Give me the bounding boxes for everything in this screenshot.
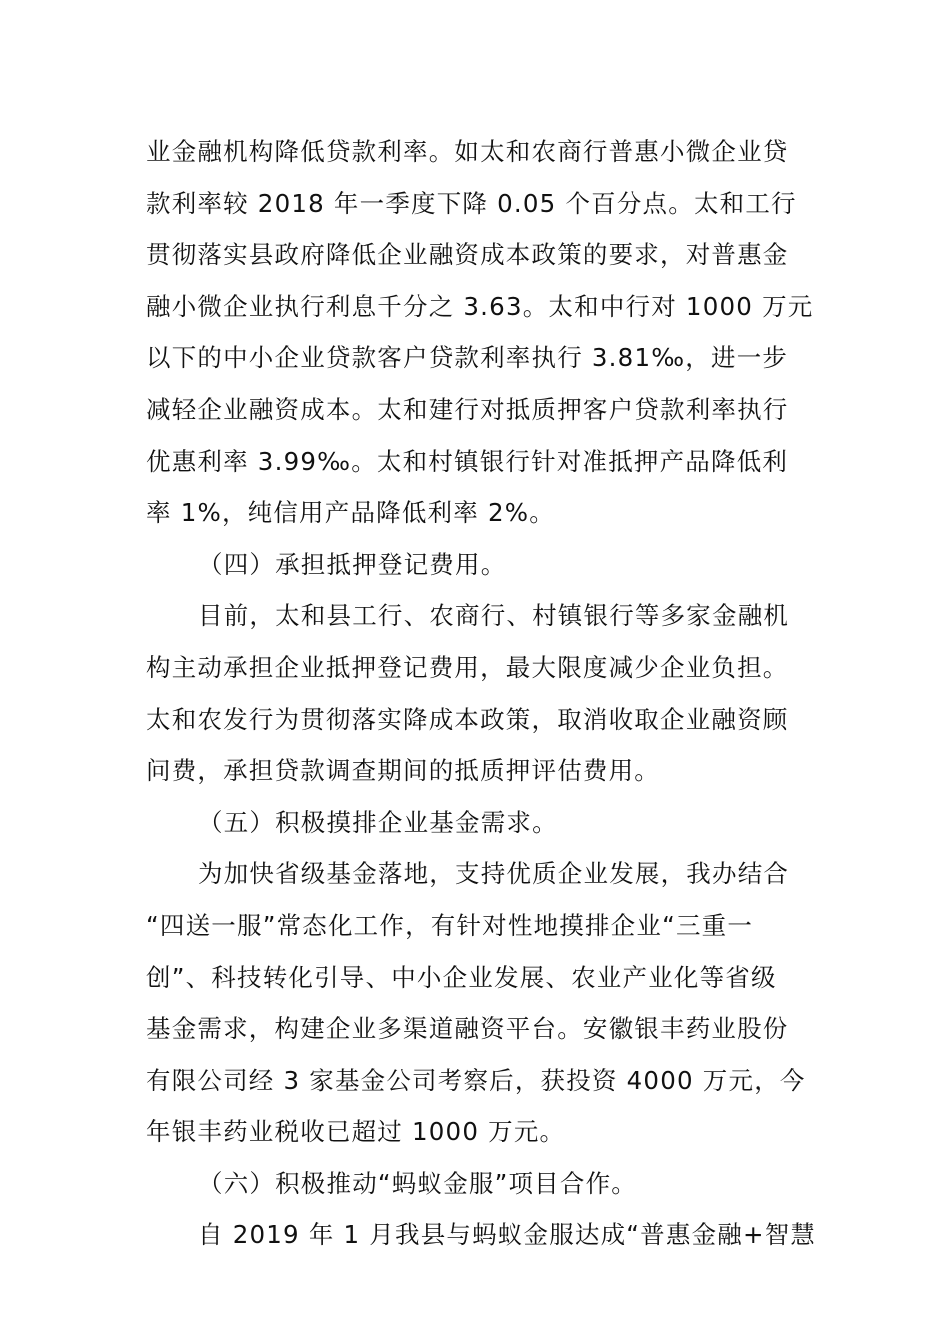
paragraph-line: 基金需求，构建企业多渠道融资平台。安徽银丰药业股份 [146, 1014, 789, 1044]
paragraph-line: 创”、科技转化引导、中小企业发展、农业产业化等省级 [146, 962, 777, 992]
paragraph-line: 目前，太和县工行、农商行、村镇银行等多家金融机 [198, 601, 790, 631]
paragraph-line: 贯彻落实县政府降低企业融资成本政策的要求，对普惠金 [146, 240, 789, 270]
paragraph-line: 年银丰药业税收已超过 1000 万元。 [146, 1117, 566, 1147]
paragraph-line: 为加快省级基金落地，支持优质企业发展，我办结合 [198, 859, 790, 889]
paragraph-line: 率 1%，纯信用产品降低利率 2%。 [146, 498, 555, 528]
paragraph-line: 以下的中小企业贷款客户贷款利率执行 3.81‰，进一步 [146, 343, 789, 373]
paragraph-line: 优惠利率 3.99‰。太和村镇银行针对准抵押产品降低利 [146, 446, 789, 476]
paragraph-line: 问费，承担贷款调查期间的抵质押评估费用。 [146, 756, 660, 786]
paragraph-line: 构主动承担企业抵押登记费用，最大限度减少企业负担。 [146, 652, 789, 682]
paragraph-line: “四送一服”常态化工作，有针对性地摸排企业“三重一 [146, 910, 754, 940]
paragraph-line: 业金融机构降低贷款利率。如太和农商行普惠小微企业贷 [146, 137, 789, 166]
section-heading-5: （五）积极摸排企业基金需求。 [198, 807, 558, 837]
paragraph-line: 太和农发行为贯彻落实降成本政策，取消收取企业融资顾 [146, 704, 789, 734]
paragraph-line: 减轻企业融资成本。太和建行对抵质押客户贷款利率执行 [146, 394, 789, 424]
paragraph-line: 有限公司经 3 家基金公司考察后，获投资 4000 万元，今 [146, 1065, 806, 1095]
paragraph-line: 融小微企业执行利息千分之 3.63。太和中行对 1000 万元 [146, 291, 814, 321]
section-heading-4: （四）承担抵押登记费用。 [198, 549, 507, 579]
paragraph-line: 款利率较 2018 年一季度下降 0.05 个百分点。太和工行 [146, 188, 797, 218]
document-body [146, 126, 817, 1261]
section-heading-6: （六）积极推动“蚂蚁金服”项目合作。 [198, 1168, 637, 1198]
paragraph-line: 自 2019 年 1 月我县与蚂蚁金服达成“普惠金融+智慧 [198, 1220, 817, 1250]
